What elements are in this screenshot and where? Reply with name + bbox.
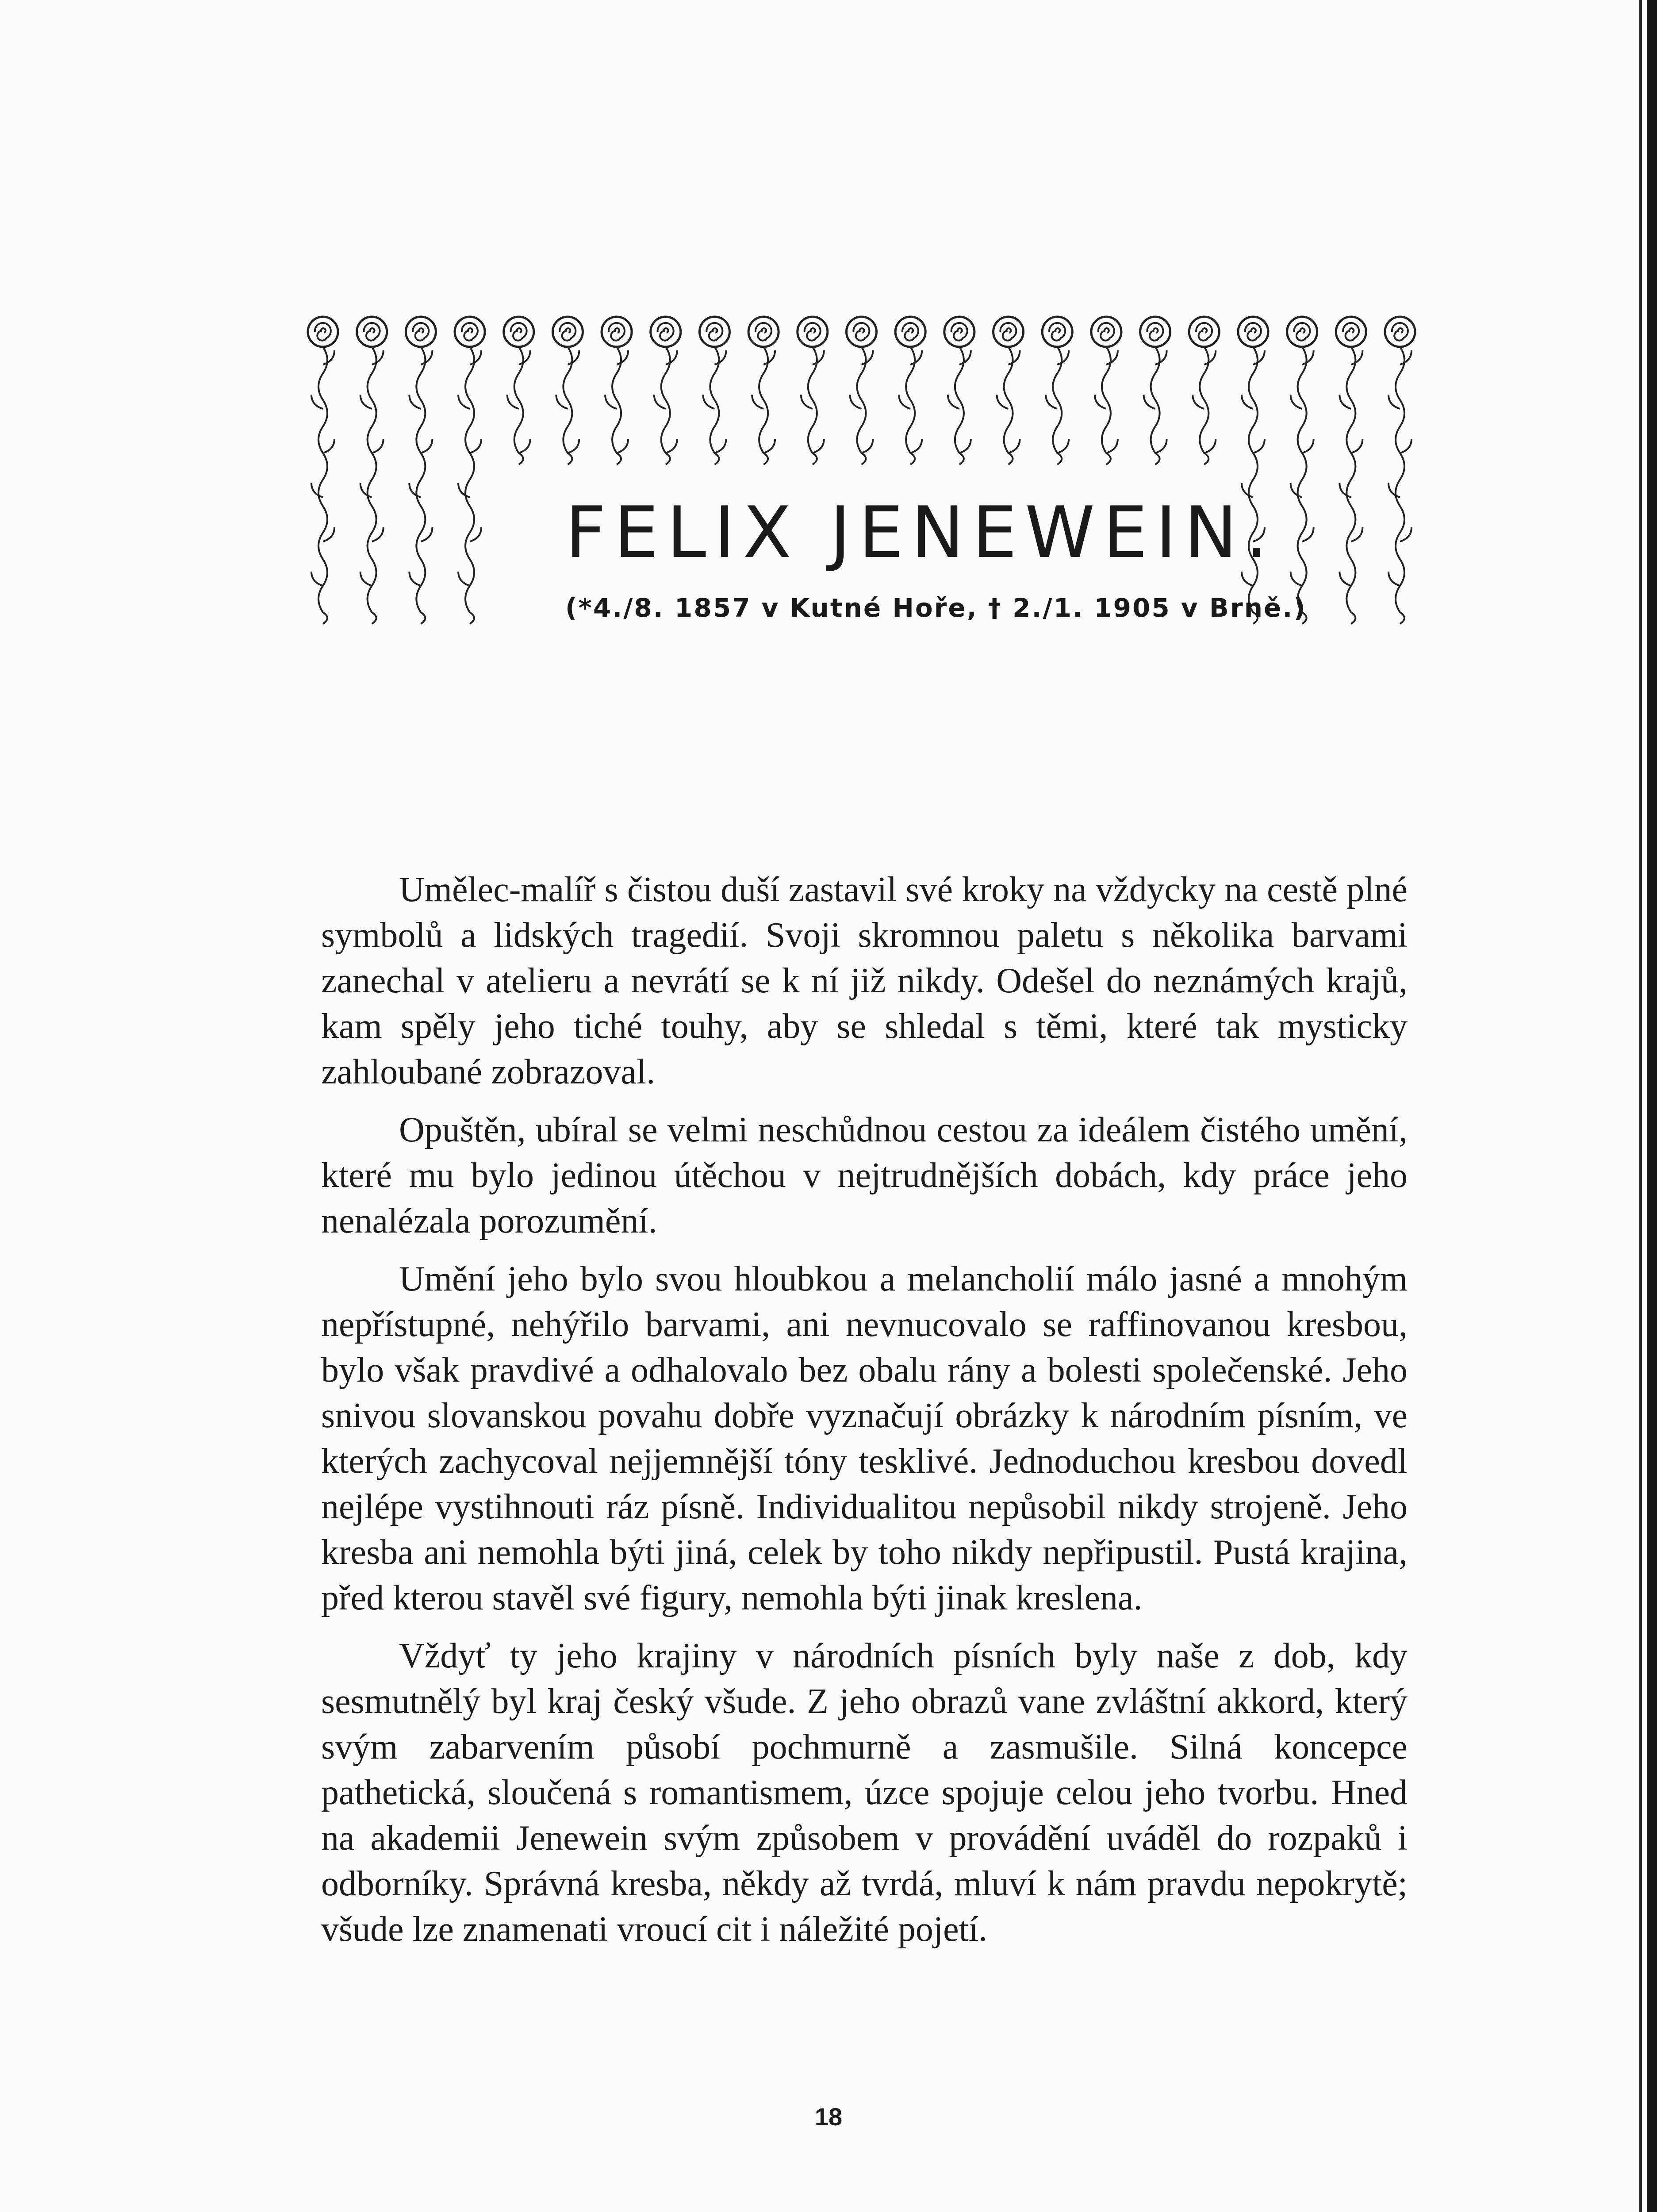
rose-icon <box>847 317 877 347</box>
vine-stem-icon <box>1095 347 1118 465</box>
vine-stem-icon <box>1242 347 1265 624</box>
rose-icon <box>944 317 974 347</box>
rose-icon <box>895 317 925 347</box>
paragraph: Opuštěn, ubíral se velmi neschůdnou cestou za ideálem čistého umění, které mu bylo jedinou útěchou v nejtrudnějších dobách, kdy práce jeho nenalézala porozumění. <box>321 1110 1408 1240</box>
rose-icon <box>552 317 583 347</box>
vine-stem-icon <box>703 347 726 465</box>
vine-stem-icon <box>1339 347 1362 624</box>
vine-stem-icon <box>458 347 481 624</box>
rose-icon <box>602 317 632 347</box>
rose-icon <box>1189 317 1219 347</box>
vine-stem-icon <box>1193 347 1216 465</box>
vine-stem-icon <box>311 347 334 624</box>
page-edge <box>1647 0 1657 2212</box>
vine-stem-icon <box>899 347 922 465</box>
rose-icon <box>1140 317 1170 347</box>
vine-stem-icon <box>654 347 677 465</box>
rose-icon <box>1287 317 1317 347</box>
vine-stem-icon <box>409 347 432 624</box>
rose-icon <box>993 317 1024 347</box>
vine-stem-icon <box>801 347 824 465</box>
vine-stem-icon <box>556 347 579 465</box>
paragraph: Vždyť ty jeho krajiny v národních písních byly naše z dob, kdy sesmutnělý byl kraj český všude. Z jeho obrazů vane zvláštní akkord, který svým zabarvením působí pochmurně a zasmušile. Silná koncepce pathetická, sloučená s romantismem, úzce spojuje celou jeho tvorbu. Hned na akademii Jenewein svým způsobem v provádění uváděl do rozpaků i odborníky. Správná kresba, někdy až tvrdá, mluví k nám pravdu nepokrytě; všude lze znamenati vroucí cit i náležité pojetí. <box>321 1636 1408 1949</box>
rose-icon <box>748 317 779 347</box>
paragraph: Umělec-malíř s čistou duší zastavil své kroky na vždycky na cestě plné symbolů a lidských tragedií. Svoji skromnou paletu s několika barvami zanechal v atelieru a nevrátí se k ní již nikdy. Odešel do neznámých krajů, kam spěly jeho tiché touhy, aby se shledal s těmi, které tak mysticky zahloubané zobrazoval. <box>321 870 1408 1091</box>
vine-stem-icon <box>948 347 971 465</box>
article-body <box>321 867 1408 1965</box>
rose-vine-border-ornament <box>305 305 1420 641</box>
rose-icon <box>651 317 681 347</box>
vine-stem-icon <box>361 347 384 624</box>
rose-icon <box>1238 317 1268 347</box>
vine-stem-icon <box>605 347 628 465</box>
rose-icon <box>1042 317 1072 347</box>
life-dates-subtitle: (*4./8. 1857 v Kutné Hoře, † 2./1. 1905 v Brně.) <box>565 593 1307 623</box>
rose-icon <box>1336 317 1366 347</box>
vine-stem-icon <box>752 347 775 465</box>
rose-icon <box>455 317 485 347</box>
vine-stem-icon <box>1046 347 1069 465</box>
rose-icon <box>1385 317 1415 347</box>
rose-icon <box>308 317 338 347</box>
rose-icon <box>1091 317 1121 347</box>
title-header <box>305 305 1420 641</box>
rose-icon <box>504 317 534 347</box>
page-number: 18 <box>814 2103 843 2131</box>
page-edge-shadow <box>1639 0 1642 2212</box>
rose-icon <box>357 317 387 347</box>
vine-stem-icon <box>850 347 873 465</box>
vine-stem-icon <box>997 347 1020 465</box>
vine-stem-icon <box>1144 347 1167 465</box>
rose-icon <box>406 317 436 347</box>
rose-icon <box>798 317 828 347</box>
rose-icon <box>699 317 729 347</box>
page-title: FELIX JENEWEIN. <box>565 491 1276 574</box>
vine-stem-icon <box>1389 347 1412 624</box>
vine-stem-icon <box>1291 347 1314 624</box>
paragraph: Umění jeho bylo svou hloubkou a melancholií málo jasné a mnohým nepřístupné, nehýřilo barvami, ani nevnucovalo se raffinovanou kresbou, bylo však pravdivé a odhalovalo bez obalu rány a bolesti společenské. Jeho snivou slovanskou povahu dobře vyznačují obrázky k národním písním, ve kterých zachycoval nejjemnější tóny tesklivé. Jednoduchou kresbou dovedl nejlépe vystihnouti ráz písně. Individualitou nepůsobil nikdy strojeně. Jeho kresba ani nemohla býti jiná, celek by toho nikdy nepřipustil. Pustá krajina, před kterou stavěl své figury, nemohla býti jinak kreslena. <box>321 1260 1408 1617</box>
vine-stem-icon <box>507 347 530 465</box>
